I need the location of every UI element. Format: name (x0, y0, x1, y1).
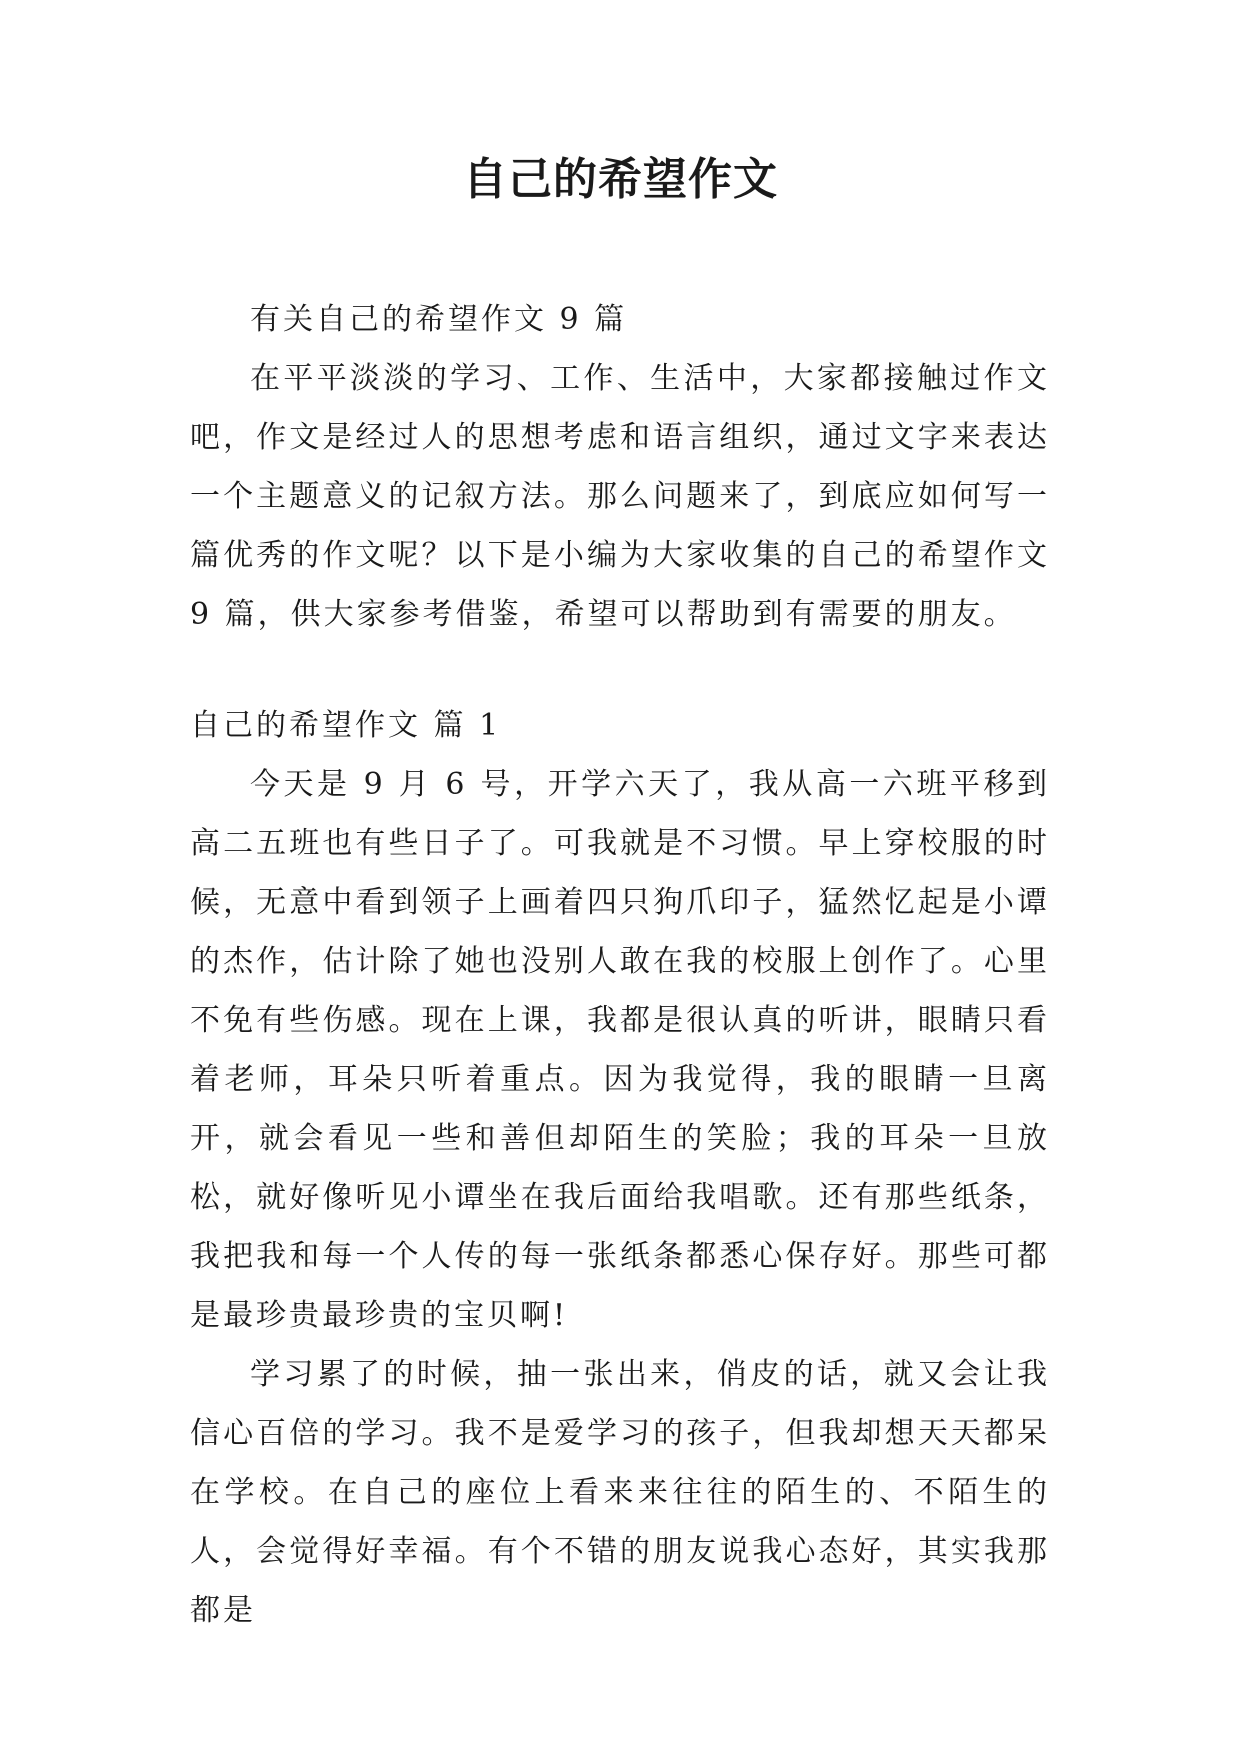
document-subtitle: 有关自己的希望作文 9 篇 (250, 302, 628, 337)
intro-paragraph: 在平平淡淡的学习、工作、生活中，大家都接触过作文吧，作文是经过人的思想考虑和语言组织，通过文字来表达一个主题意义的记叙方法。那么问题来了，到底应如何写一篇优秀的作文呢？以下是小编为大家收集的自己的希望作文 9 篇，供大家参考借鉴，希望可以帮助到有需要的朋友。 (190, 361, 1050, 632)
body-paragraph-1: 今天是 9 月 6 号，开学六天了，我从高一六班平移到高二五班也有些日子了。可我就是不习惯。早上穿校服的时候，无意中看到领子上画着四只狗爪印子，猛然忆起是小谭的杰作，估计除了她也没别人敢在我的校服上创作了。心里不免有些伤感。现在上课，我都是很认真的听讲，眼睛只看着老师，耳朵只听着重点。因为我觉得，我的眼睛一旦离开，就会看见一些和善但却陌生的笑脸；我的耳朵一旦放松，就好像听见小谭坐在我后面给我唱歌。还有那些纸条，我把我和每一个人传的每一张纸条都悉心保存好。那些可都是最珍贵最珍贵的宝贝啊! (190, 767, 1050, 1333)
document-title: 自己的希望作文 (463, 154, 778, 205)
section-heading: 自己的希望作文 篇 1 (190, 708, 502, 743)
document-body (190, 290, 1050, 1640)
body-paragraph-2: 学习累了的时候，抽一张出来，俏皮的话，就又会让我信心百倍的学习。我不是爱学习的孩子，但我却想天天都呆在学校。在自己的座位上看来来往往的陌生的、不陌生的人，会觉得好幸福。有个不错的朋友说我心态好，其实我那都是 (190, 1357, 1050, 1628)
